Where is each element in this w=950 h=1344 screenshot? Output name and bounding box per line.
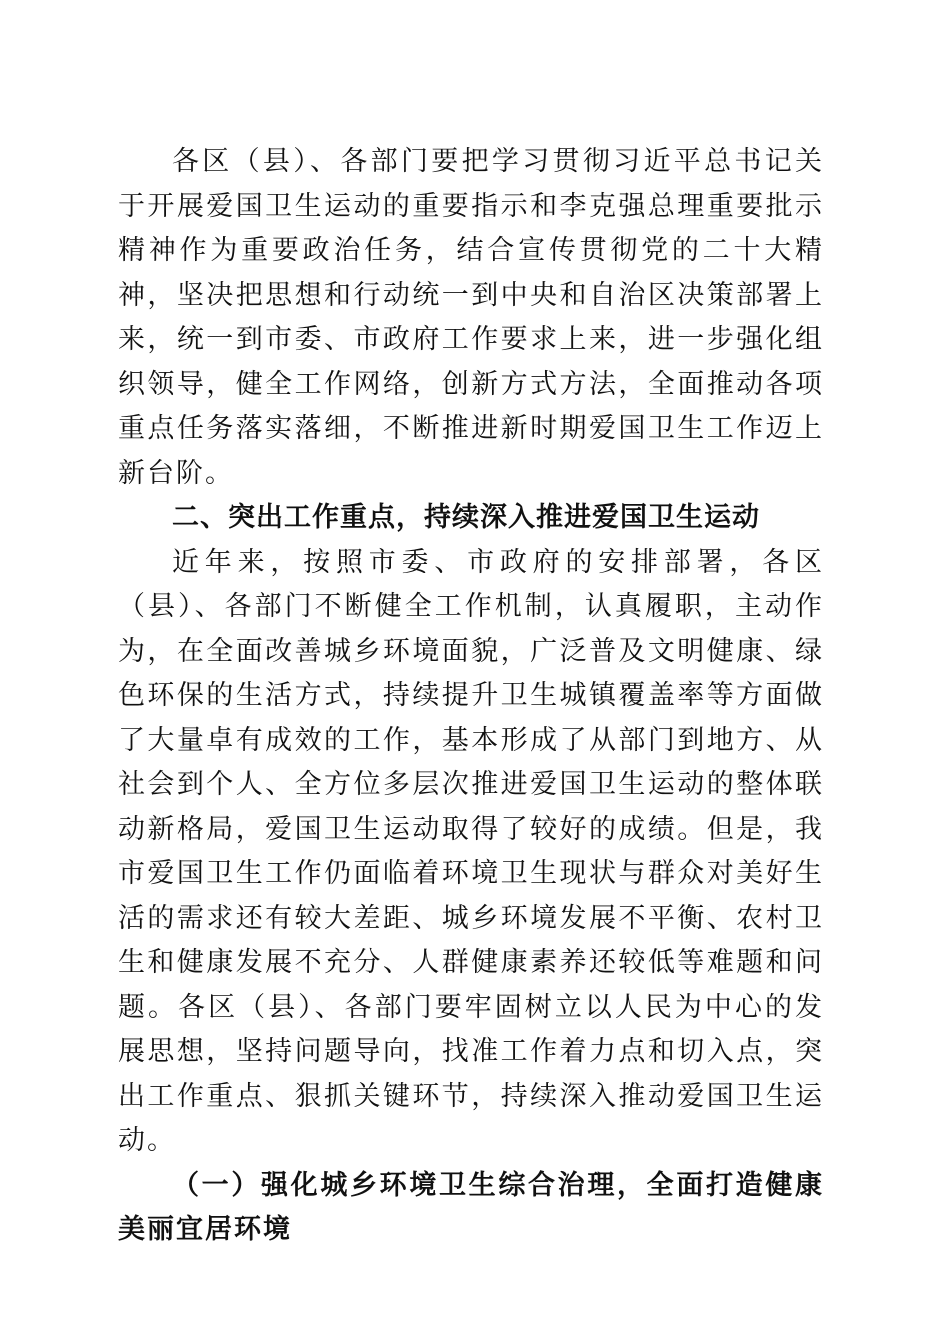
section-heading: 二、突出工作重点，持续深入推进爱国卫生运动	[172, 502, 760, 533]
subsection-heading: （一）强化城乡环境卫生综合治理，全面打造健康美丽宜居环境	[118, 1169, 824, 1245]
document-body	[118, 140, 824, 1253]
body-paragraph: 近年来，按照市委、市政府的安排部署，各区（县）、各部门不断健全工作机制，认真履职，主动作为，在全面改善城乡环境面貌，广泛普及文明健康、绿色环保的生活方式，持续提升卫生城镇覆盖率等方面做了大量卓有成效的工作，基本形成了从部门到地方、从社会到个人、全方位多层次推进爱国卫生运动的整体联动新格局，爱国卫生运动取得了较好的成绩。但是，我市爱国卫生工作仍面临着环境卫生现状与群众对美好生活的需求还有较大差距、城乡环境发展不平衡、农村卫生和健康发展不充分、人群健康素养还较低等难题和问题。各区（县）、各部门要牢固树立以人民为中心的发展思想，坚持问题导向，找准工作着力点和切入点，突出工作重点、狠抓关键环节，持续深入推动爱国卫生运动。	[118, 546, 824, 1156]
body-paragraph: 各区（县）、各部门要把学习贯彻习近平总书记关于开展爱国卫生运动的重要指示和李克强总理重要批示精神作为重要政治任务，结合宣传贯彻党的二十大精神，坚决把思想和行动统一到中央和自治区决策部署上来，统一到市委、市政府工作要求上来，进一步强化组织领导，健全工作网络，创新方式方法，全面推动各项重点任务落实落细，不断推进新时期爱国卫生工作迈上新台阶。	[118, 146, 824, 489]
